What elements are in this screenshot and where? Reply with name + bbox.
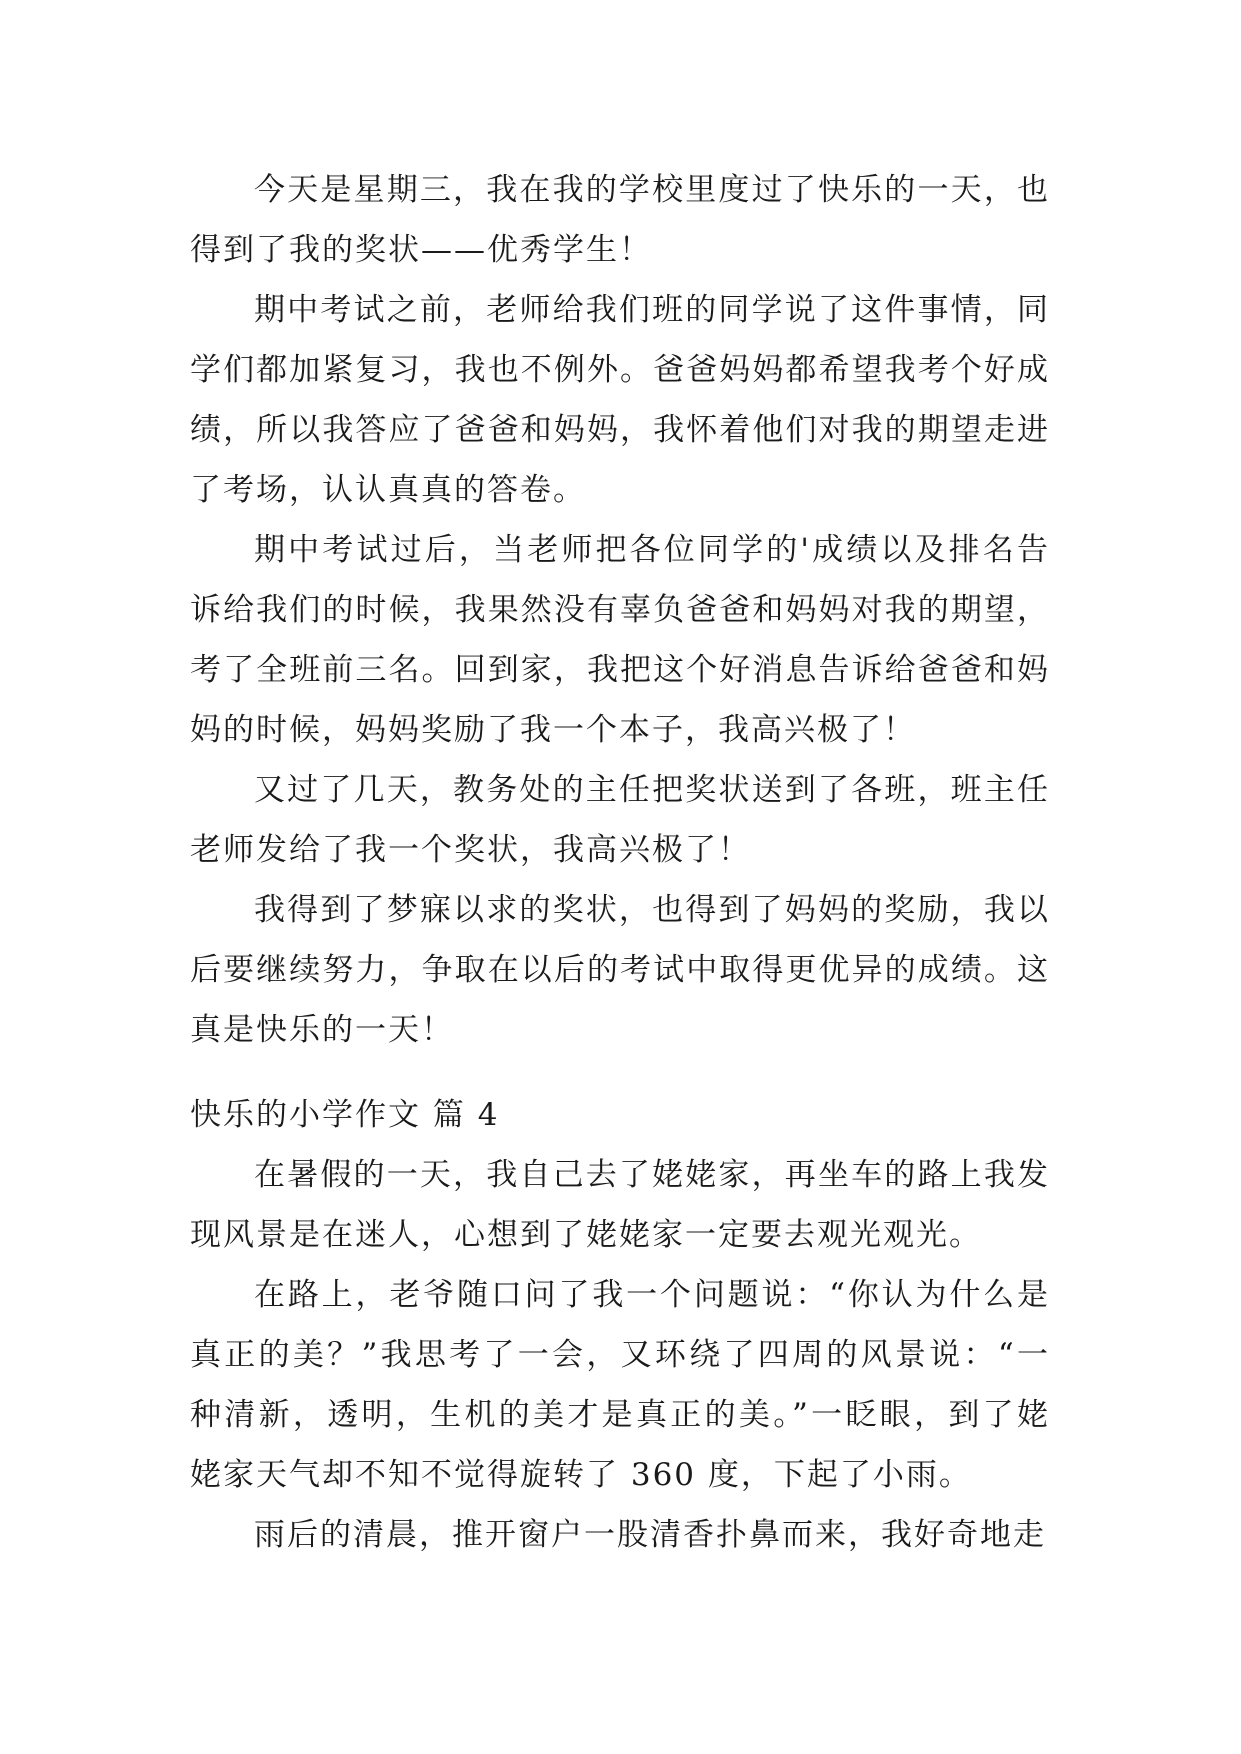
paragraph: 雨后的清晨，推开窗户一股清香扑鼻而来，我好奇地走 xyxy=(254,1517,1046,1553)
paragraph: 期中考试之前，老师给我们班的同学说了这件事情，同学们都加紧复习，我也不例外。爸爸妈妈都希望我考个好成绩，所以我答应了爸爸和妈妈，我怀着他们对我的期望走进了考场，认认真真的答卷。 xyxy=(190,292,1050,508)
essay-section-one xyxy=(190,160,1050,1060)
section-heading: 快乐的小学作文 篇 4 xyxy=(190,1097,500,1133)
paragraph: 又过了几天，教务处的主任把奖状送到了各班，班主任老师发给了我一个奖状，我高兴极了！ xyxy=(190,772,1050,868)
paragraph: 我得到了梦寐以求的奖状，也得到了妈妈的奖励，我以后要继续努力，争取在以后的考试中取得更优异的成绩。这真是快乐的一天！ xyxy=(190,892,1050,1048)
paragraph: 期中考试过后，当老师把各位同学的'成绩以及排名告诉给我们的时候，我果然没有辜负爸爸和妈妈对我的期望，考了全班前三名。回到家，我把这个好消息告诉给爸爸和妈妈的时候，妈妈奖励了我一个本子，我高兴极了！ xyxy=(190,532,1050,748)
paragraph: 在路上，老爷随口问了我一个问题说：“你认为什么是真正的美？”我思考了一会，又环绕了四周的风景说：“一种清新，透明，生机的美才是真正的美。”一眨眼，到了姥姥家天气却不知不觉得旋转了 360 度，下起了小雨。 xyxy=(190,1277,1050,1493)
paragraph: 今天是星期三，我在我的学校里度过了快乐的一天，也得到了我的奖状——优秀学生！ xyxy=(190,172,1050,268)
essay-section-two xyxy=(190,1145,1050,1565)
paragraph: 在暑假的一天，我自己去了姥姥家，再坐车的路上我发现风景是在迷人，心想到了姥姥家一定要去观光观光。 xyxy=(190,1157,1050,1253)
